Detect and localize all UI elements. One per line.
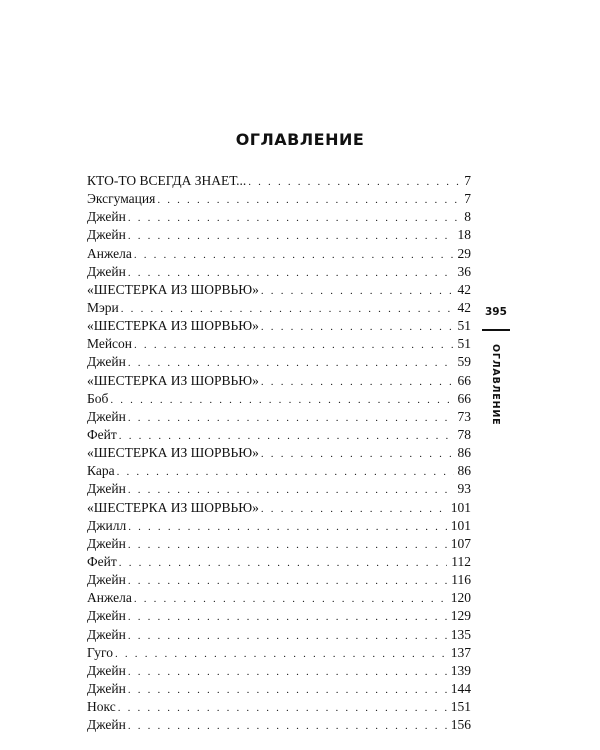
toc-dot-leader	[128, 663, 447, 681]
toc-entry	[87, 462, 471, 480]
toc-entry	[87, 644, 471, 662]
toc-entry	[87, 626, 471, 644]
toc-entry-page: 7	[464, 173, 471, 188]
toc-entry-title: Гуго	[87, 644, 113, 660]
toc-dot-leader	[134, 246, 454, 264]
toc-entry-title: «ШЕСТЕРКА ИЗ ШОРВЬЮ»	[87, 499, 259, 515]
toc-entry-title: КТО-ТО ВСЕГДА ЗНАЕТ...	[87, 173, 247, 188]
toc-entry-title: Фейт	[87, 426, 117, 442]
page-number: 395	[485, 306, 507, 318]
toc-dot-leader	[261, 282, 454, 300]
toc-entry-title: Джейн	[87, 608, 126, 624]
toc-entry	[87, 553, 471, 571]
toc-dot-leader	[134, 336, 453, 354]
toc-dot-leader	[261, 373, 454, 391]
running-head: ОГЛАВЛЕНИЕ	[490, 344, 501, 426]
toc-entry-page: 129	[450, 608, 471, 624]
toc-dot-leader	[128, 608, 447, 626]
toc-entry	[87, 698, 471, 716]
toc-entry	[87, 444, 471, 462]
toc-entry	[87, 589, 471, 607]
toc-entry-title: Джейн	[87, 717, 126, 733]
toc-entry-page: 101	[450, 517, 471, 533]
toc-entry-title: «ШЕСТЕРКА ИЗ ШОРВЬЮ»	[87, 445, 259, 461]
toc-entry-page: 51	[457, 318, 471, 334]
toc-dot-leader	[128, 209, 460, 227]
toc-entry-page: 151	[450, 699, 471, 715]
toc-entry	[87, 299, 471, 317]
toc-dot-leader	[128, 627, 447, 645]
toc-entry	[87, 571, 471, 589]
toc-entry	[87, 517, 471, 535]
toc-entry-page: 144	[450, 680, 471, 696]
toc-dot-leader	[261, 445, 454, 463]
toc-entry-page: 116	[451, 572, 471, 588]
toc-entry-page: 8	[464, 209, 471, 225]
toc-dot-leader	[128, 354, 454, 372]
toc-entry-title: «ШЕСТЕРКА ИЗ ШОРВЬЮ»	[87, 281, 259, 297]
toc-entry	[87, 172, 471, 190]
toc-entry	[87, 716, 471, 734]
toc-entry-title: Мэри	[87, 299, 119, 315]
toc-dot-leader	[128, 264, 454, 282]
toc-entry-title: Джейн	[87, 662, 126, 678]
toc-entry	[87, 480, 471, 498]
toc-entry	[87, 353, 471, 371]
toc-entry-page: 139	[450, 662, 471, 678]
toc-entry-page: 78	[457, 426, 471, 442]
toc-dot-leader	[118, 699, 447, 717]
toc-dot-leader	[115, 645, 447, 663]
toc-entry	[87, 335, 471, 353]
toc-entry-title: Джейн	[87, 209, 126, 225]
toc-entry-page: 7	[464, 191, 471, 207]
toc-entry	[87, 317, 471, 335]
toc-entry-page: 18	[457, 227, 471, 243]
toc-dot-leader	[128, 681, 447, 699]
toc-entry-page: 86	[457, 445, 471, 461]
toc-dot-leader	[261, 500, 447, 518]
toc-entry-title: Кара	[87, 463, 115, 479]
toc-dot-leader	[128, 409, 454, 427]
toc-entry-title: Джейн	[87, 481, 126, 497]
toc-dot-leader	[119, 554, 447, 572]
toc-entry-title: Джейн	[87, 263, 126, 279]
toc-entry	[87, 662, 471, 680]
toc-entry	[87, 226, 471, 244]
toc-dot-leader	[157, 191, 460, 209]
toc-entry-page: 42	[457, 299, 471, 315]
toc-entry-page: 36	[457, 263, 471, 279]
toc-entry-page: 42	[457, 281, 471, 297]
side-divider-rule	[482, 329, 510, 331]
toc-entry	[87, 372, 471, 390]
toc-entry	[87, 245, 471, 263]
toc-entry	[87, 408, 471, 426]
toc-entry	[87, 680, 471, 698]
toc-entry-title: Джейн	[87, 227, 126, 243]
toc-entry	[87, 499, 471, 517]
toc-dot-leader	[128, 717, 447, 735]
toc-entry-page: 156	[450, 717, 471, 733]
toc-dot-leader	[134, 590, 447, 608]
toc-entry	[87, 263, 471, 281]
toc-entry-page: 66	[457, 372, 471, 388]
toc-dot-leader	[261, 318, 454, 336]
toc-entry-title: Эксгумация	[87, 191, 156, 207]
toc-entry-page: 135	[450, 626, 471, 642]
toc-entry-title: Джейн	[87, 535, 126, 551]
table-of-contents	[87, 172, 471, 734]
page-title: ОГЛАВЛЕНИЕ	[235, 130, 365, 149]
toc-dot-leader	[128, 518, 447, 536]
toc-entry-page: 29	[457, 245, 471, 261]
toc-entry-title: Нокс	[87, 699, 116, 715]
toc-entry-title: «ШЕСТЕРКА ИЗ ШОРВЬЮ»	[87, 372, 259, 388]
toc-entry-page: 112	[451, 553, 471, 569]
toc-entry-page: 101	[450, 499, 471, 515]
toc-entry	[87, 535, 471, 553]
toc-entry-title: «ШЕСТЕРКА ИЗ ШОРВЬЮ»	[87, 318, 259, 334]
toc-dot-leader	[121, 300, 454, 318]
toc-dot-leader	[128, 572, 447, 590]
toc-entry-page: 51	[457, 336, 471, 352]
toc-entry-page: 137	[450, 644, 471, 660]
toc-dot-leader	[248, 173, 460, 191]
toc-entry	[87, 607, 471, 625]
toc-dot-leader	[128, 227, 454, 245]
toc-entry-page: 93	[457, 481, 471, 497]
toc-entry-page: 66	[457, 390, 471, 406]
toc-entry	[87, 281, 471, 299]
toc-entry	[87, 426, 471, 444]
toc-dot-leader	[117, 463, 454, 481]
toc-entry-title: Анжела	[87, 590, 132, 606]
toc-dot-leader	[119, 427, 454, 445]
toc-entry-page: 73	[457, 408, 471, 424]
toc-entry-title: Джейн	[87, 354, 126, 370]
toc-entry-page: 120	[450, 590, 471, 606]
toc-entry-title: Мейсон	[87, 336, 133, 352]
toc-entry-page: 86	[457, 463, 471, 479]
toc-entry-title: Боб	[87, 390, 109, 406]
toc-entry-title: Джейн	[87, 680, 126, 696]
toc-entry-page: 59	[457, 354, 471, 370]
toc-dot-leader	[128, 481, 454, 499]
toc-entry-title: Фейт	[87, 553, 117, 569]
toc-entry-title: Анжела	[87, 245, 132, 261]
toc-entry	[87, 190, 471, 208]
toc-dot-leader	[128, 536, 447, 554]
toc-entry	[87, 208, 471, 226]
toc-entry	[87, 390, 471, 408]
toc-dot-leader	[110, 391, 453, 409]
toc-entry-title: Джейн	[87, 572, 126, 588]
toc-entry-page: 107	[450, 535, 471, 551]
toc-entry-title: Джейн	[87, 408, 126, 424]
toc-entry-title: Джилл	[87, 517, 127, 533]
toc-entry-title: Джейн	[87, 626, 126, 642]
